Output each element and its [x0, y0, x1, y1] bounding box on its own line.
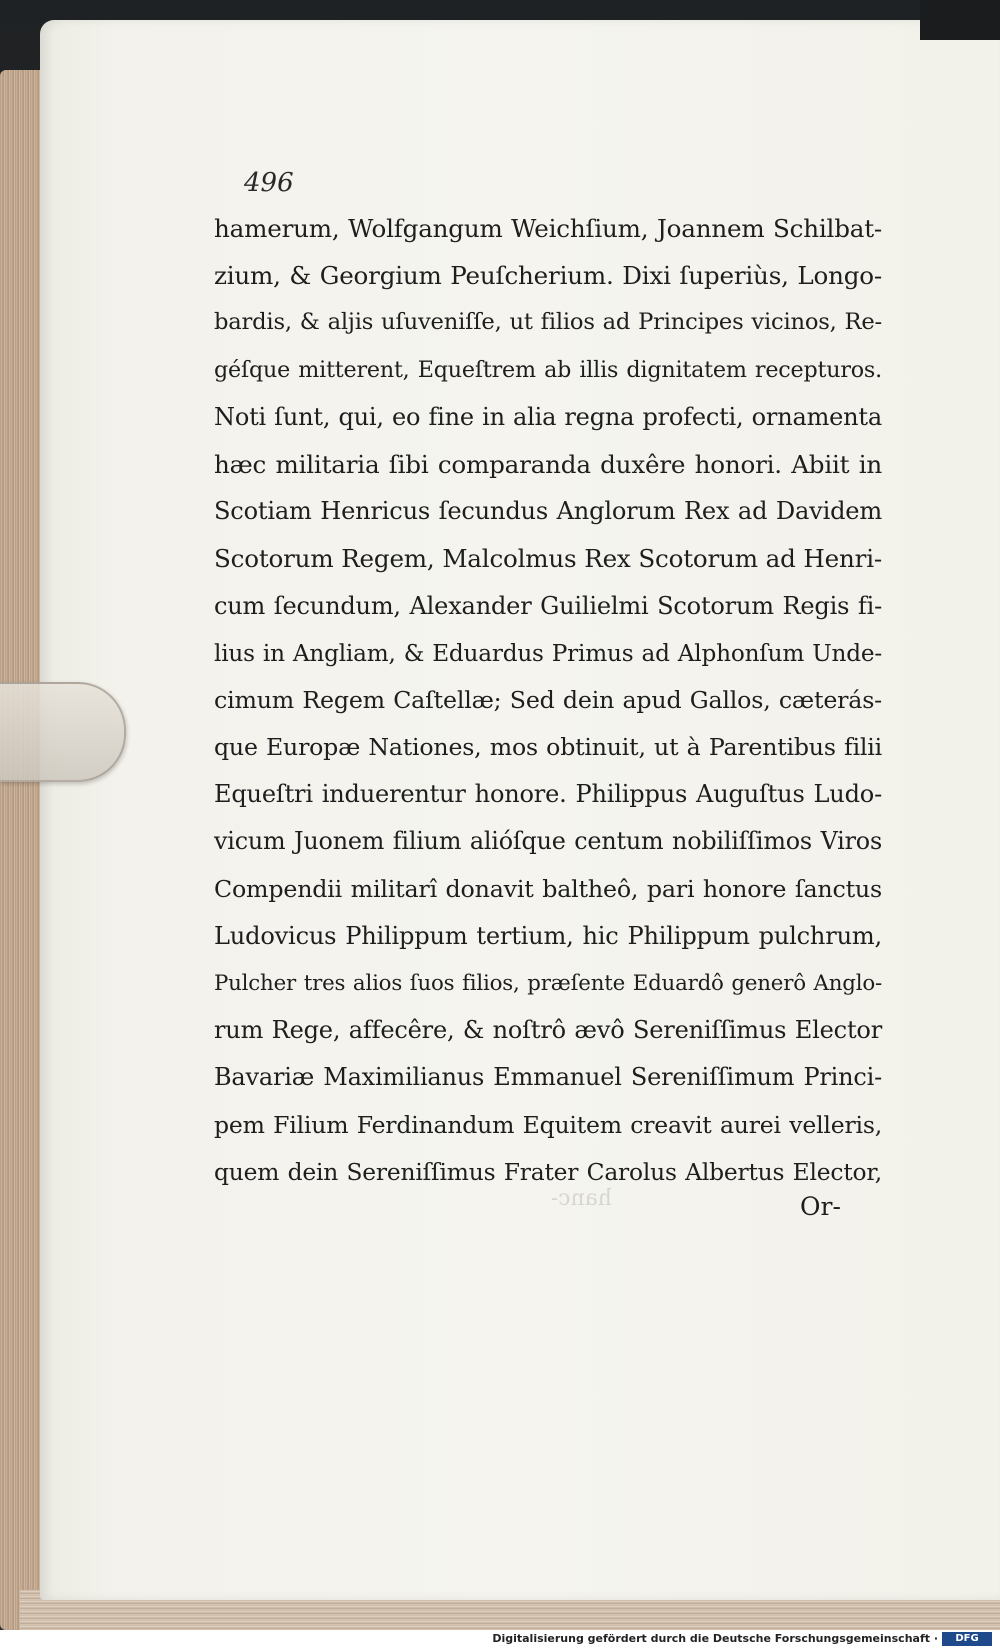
dfg-logo-icon[interactable]: DFG — [942, 1632, 992, 1646]
catchword: Or- — [800, 1192, 841, 1221]
text-line: Noti ſunt, qui, eo fine in alia regna profecti, ornamenta — [214, 402, 882, 431]
text-line: Compendii militarî donavit baltheô, pari honore ſanctus — [214, 874, 882, 903]
text-line: géſque mitterent, Equeſtrem ab illis dignitatem recepturos. — [214, 356, 882, 383]
text-line: hamerum, Wolfgangum Weichſium, Joannem Schilbat- — [214, 214, 882, 243]
text-line: vicum Juonem filium alióſque centum nobiliſſimos Viros — [214, 827, 882, 856]
text-line: que Europæ Nationes, mos obtinuit, ut à Parentibus filii — [214, 733, 882, 762]
background-corner — [920, 0, 1000, 40]
text-line: zium, & Georgium Peuſcherium. Dixi ſuperiùs, Longo- — [214, 261, 882, 291]
text-line: cum ſecundum, Alexander Guilielmi Scotorum Regis fi- — [214, 591, 882, 620]
text-line: hæc militaria ſibi comparanda duxêre honori. Abiit in — [214, 449, 882, 479]
bleed-through-text: hanc- — [550, 1186, 612, 1211]
page-number: 496 — [244, 168, 294, 198]
text-line: quem dein Sereniſſimus Frater Carolus Albertus Elector, — [214, 1157, 882, 1186]
text-line: Equeſtri induerentur honore. Philippus Auguſtus Ludo- — [214, 780, 882, 809]
text-line: rum Rege, affecêre, & noſtrô ævô Sereniſſimus Elector — [214, 1016, 882, 1045]
text-line: Ludovicus Philippum tertium, hic Philippum pulchrum, — [214, 921, 882, 950]
text-line: bardis, & aljis uſuveniſſe, ut filios ad Principes vicinos, Re- — [214, 309, 882, 336]
text-line: Pulcher tres alios ſuos filios, præſente Eduardô generô Anglo- — [214, 971, 882, 996]
text-line: pem Filium Ferdinandum Equitem creavit aurei velleris, — [214, 1110, 882, 1139]
text-line: lius in Angliam, & Eduardus Primus ad Alphonſum Unde- — [214, 639, 882, 667]
text-line: Scotorum Regem, Malcolmus Rex Scotorum ad Henri- — [214, 544, 882, 574]
text-line: Bavariæ Maximilianus Emmanuel Sereniſſimum Princi- — [214, 1063, 882, 1092]
footer-credit[interactable]: Digitalisierung gefördert durch die Deutsche Forschungsgemeinschaft · — [492, 1632, 938, 1645]
text-line: cimum Regem Caſtellæ; Sed dein apud Gallos, cæterás- — [214, 685, 882, 714]
bookmark-clip — [0, 682, 126, 782]
text-line: Scotiam Henricus ſecundus Anglorum Rex ad Davidem — [214, 497, 882, 526]
body-text — [214, 205, 882, 1196]
